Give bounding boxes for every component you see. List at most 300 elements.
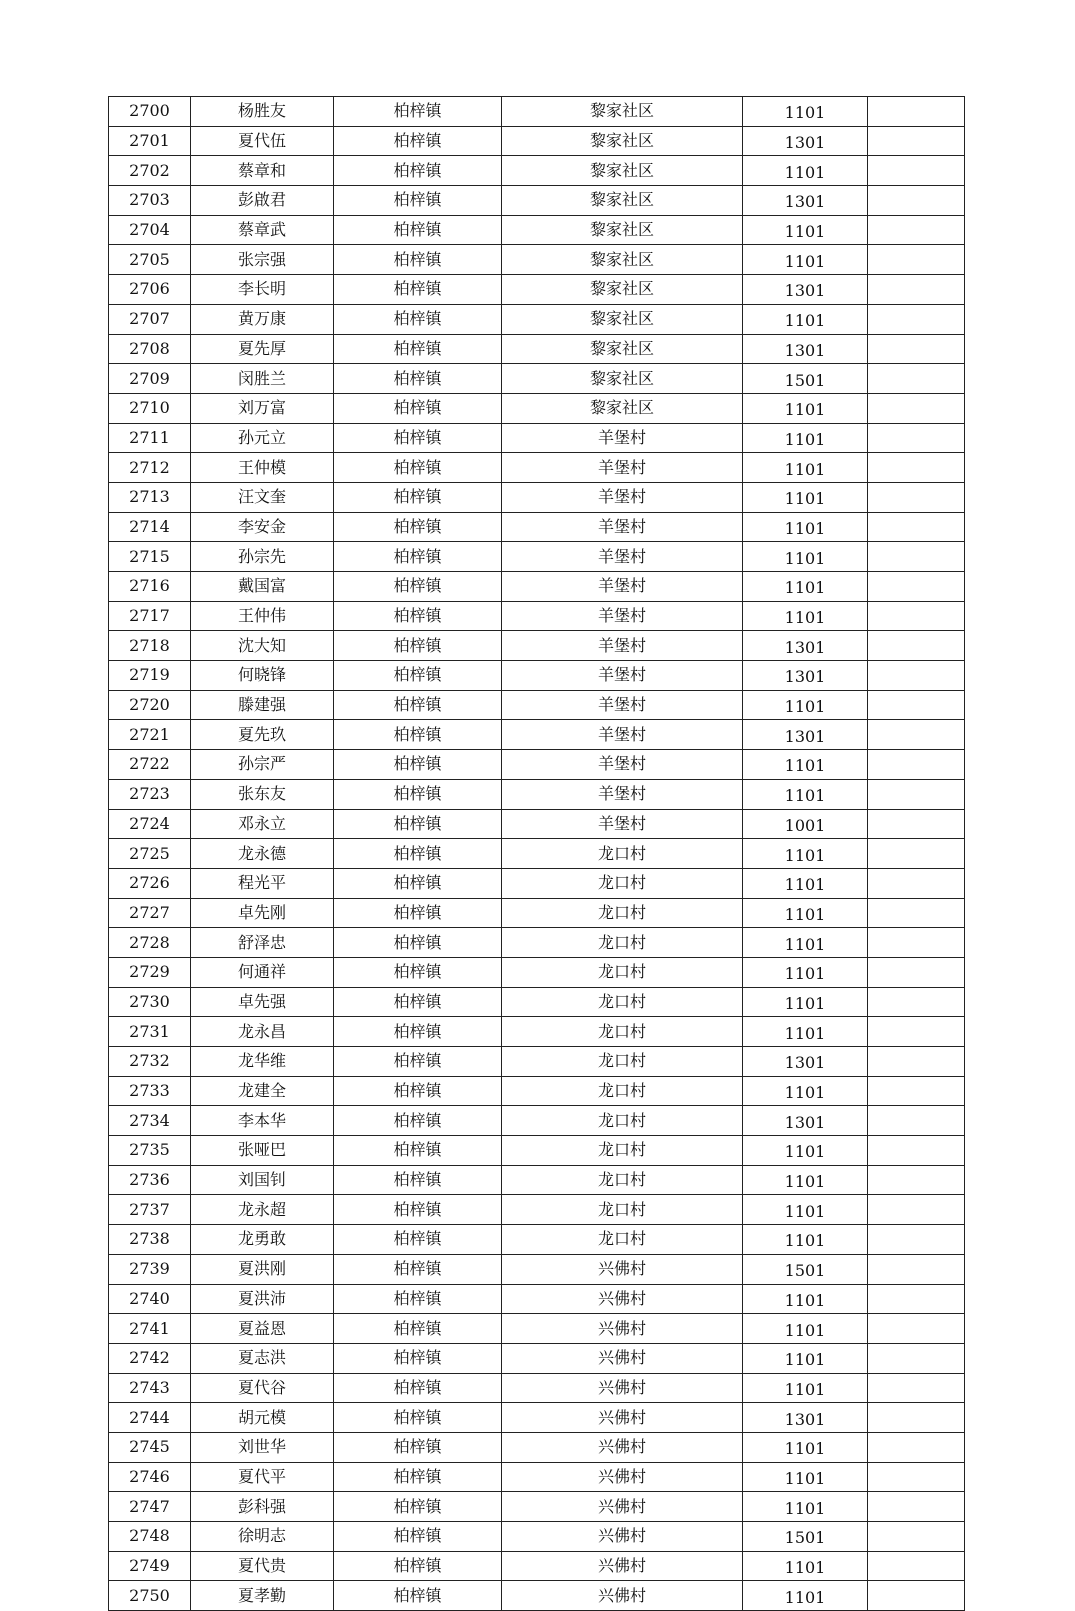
code-cell: 1101 — [743, 156, 868, 186]
serial-number-cell: 2731 — [109, 1017, 191, 1047]
village-cell: 羊堡村 — [502, 779, 743, 809]
code-cell: 1101 — [743, 1551, 868, 1581]
code-cell: 1501 — [743, 364, 868, 394]
town-cell: 柏梓镇 — [334, 1254, 502, 1284]
serial-number-cell: 2721 — [109, 720, 191, 750]
town-cell: 柏梓镇 — [334, 1462, 502, 1492]
note-cell — [868, 393, 965, 423]
note-cell — [868, 97, 965, 127]
note-cell — [868, 1581, 965, 1611]
table-row — [109, 275, 965, 305]
table-row — [109, 809, 965, 839]
table-row — [109, 1551, 965, 1581]
table-row — [109, 572, 965, 602]
village-cell: 羊堡村 — [502, 750, 743, 780]
name-cell: 戴国富 — [191, 572, 334, 602]
serial-number-cell: 2745 — [109, 1432, 191, 1462]
serial-number-cell: 2708 — [109, 334, 191, 364]
serial-number-cell: 2711 — [109, 423, 191, 453]
town-cell: 柏梓镇 — [334, 1017, 502, 1047]
village-cell: 龙口村 — [502, 987, 743, 1017]
name-cell: 龙永超 — [191, 1195, 334, 1225]
serial-number-cell: 2707 — [109, 304, 191, 334]
village-cell: 龙口村 — [502, 1017, 743, 1047]
name-cell: 龙建全 — [191, 1076, 334, 1106]
name-cell: 张哑巴 — [191, 1136, 334, 1166]
village-cell: 兴佛村 — [502, 1581, 743, 1611]
name-cell: 蔡章武 — [191, 215, 334, 245]
table-row — [109, 1076, 965, 1106]
village-cell: 羊堡村 — [502, 720, 743, 750]
town-cell: 柏梓镇 — [334, 631, 502, 661]
village-cell: 兴佛村 — [502, 1462, 743, 1492]
town-cell: 柏梓镇 — [334, 661, 502, 691]
village-cell: 羊堡村 — [502, 512, 743, 542]
town-cell: 柏梓镇 — [334, 1492, 502, 1522]
name-cell: 龙永昌 — [191, 1017, 334, 1047]
code-cell: 1301 — [743, 275, 868, 305]
serial-number-cell: 2717 — [109, 601, 191, 631]
code-cell: 1101 — [743, 1373, 868, 1403]
village-cell: 兴佛村 — [502, 1373, 743, 1403]
town-cell: 柏梓镇 — [334, 423, 502, 453]
serial-number-cell: 2735 — [109, 1136, 191, 1166]
village-cell: 黎家社区 — [502, 126, 743, 156]
village-cell: 龙口村 — [502, 839, 743, 869]
village-cell: 龙口村 — [502, 1225, 743, 1255]
note-cell — [868, 186, 965, 216]
town-cell: 柏梓镇 — [334, 393, 502, 423]
town-cell: 柏梓镇 — [334, 868, 502, 898]
village-cell: 兴佛村 — [502, 1492, 743, 1522]
name-cell: 汪文奎 — [191, 482, 334, 512]
serial-number-cell: 2713 — [109, 482, 191, 512]
village-cell: 龙口村 — [502, 1165, 743, 1195]
village-cell: 龙口村 — [502, 1136, 743, 1166]
town-cell: 柏梓镇 — [334, 245, 502, 275]
code-cell: 1101 — [743, 601, 868, 631]
table-row — [109, 1462, 965, 1492]
name-cell: 张东友 — [191, 779, 334, 809]
code-cell: 1101 — [743, 1284, 868, 1314]
code-cell: 1101 — [743, 97, 868, 127]
code-cell: 1101 — [743, 1076, 868, 1106]
name-cell: 夏代平 — [191, 1462, 334, 1492]
table-row — [109, 1047, 965, 1077]
note-cell — [868, 750, 965, 780]
table-row — [109, 1373, 965, 1403]
code-cell: 1301 — [743, 661, 868, 691]
town-cell: 柏梓镇 — [334, 482, 502, 512]
serial-number-cell: 2744 — [109, 1403, 191, 1433]
name-cell: 夏孝勤 — [191, 1581, 334, 1611]
note-cell — [868, 1165, 965, 1195]
village-cell: 羊堡村 — [502, 423, 743, 453]
town-cell: 柏梓镇 — [334, 1076, 502, 1106]
village-cell: 龙口村 — [502, 1106, 743, 1136]
town-cell: 柏梓镇 — [334, 156, 502, 186]
note-cell — [868, 690, 965, 720]
serial-number-cell: 2746 — [109, 1462, 191, 1492]
code-cell: 1301 — [743, 126, 868, 156]
table-row — [109, 661, 965, 691]
serial-number-cell: 2742 — [109, 1343, 191, 1373]
note-cell — [868, 512, 965, 542]
village-cell: 黎家社区 — [502, 334, 743, 364]
name-cell: 彭啟君 — [191, 186, 334, 216]
serial-number-cell: 2739 — [109, 1254, 191, 1284]
serial-number-cell: 2734 — [109, 1106, 191, 1136]
table-row — [109, 1017, 965, 1047]
serial-number-cell: 2741 — [109, 1314, 191, 1344]
village-cell: 兴佛村 — [502, 1343, 743, 1373]
code-cell: 1101 — [743, 1314, 868, 1344]
serial-number-cell: 2743 — [109, 1373, 191, 1403]
serial-number-cell: 2702 — [109, 156, 191, 186]
note-cell — [868, 987, 965, 1017]
code-cell: 1001 — [743, 809, 868, 839]
name-cell: 夏先厚 — [191, 334, 334, 364]
serial-number-cell: 2750 — [109, 1581, 191, 1611]
name-cell: 刘国钊 — [191, 1165, 334, 1195]
note-cell — [868, 809, 965, 839]
name-cell: 夏志洪 — [191, 1343, 334, 1373]
note-cell — [868, 720, 965, 750]
name-cell: 黄万康 — [191, 304, 334, 334]
serial-number-cell: 2747 — [109, 1492, 191, 1522]
table-row — [109, 364, 965, 394]
code-cell: 1101 — [743, 690, 868, 720]
name-cell: 龙华维 — [191, 1047, 334, 1077]
town-cell: 柏梓镇 — [334, 215, 502, 245]
name-cell: 李本华 — [191, 1106, 334, 1136]
note-cell — [868, 1551, 965, 1581]
code-cell: 1501 — [743, 1522, 868, 1552]
town-cell: 柏梓镇 — [334, 275, 502, 305]
table-row — [109, 1106, 965, 1136]
name-cell: 夏先玖 — [191, 720, 334, 750]
serial-number-cell: 2710 — [109, 393, 191, 423]
serial-number-cell: 2736 — [109, 1165, 191, 1195]
name-cell: 刘万富 — [191, 393, 334, 423]
town-cell: 柏梓镇 — [334, 839, 502, 869]
serial-number-cell: 2726 — [109, 868, 191, 898]
code-cell: 1101 — [743, 304, 868, 334]
serial-number-cell: 2729 — [109, 957, 191, 987]
town-cell: 柏梓镇 — [334, 957, 502, 987]
note-cell — [868, 1492, 965, 1522]
village-cell: 羊堡村 — [502, 572, 743, 602]
note-cell — [868, 1403, 965, 1433]
table-body — [109, 97, 965, 1611]
town-cell: 柏梓镇 — [334, 720, 502, 750]
code-cell: 1301 — [743, 1047, 868, 1077]
village-cell: 龙口村 — [502, 928, 743, 958]
table-row — [109, 750, 965, 780]
note-cell — [868, 601, 965, 631]
village-cell: 兴佛村 — [502, 1254, 743, 1284]
note-cell — [868, 1136, 965, 1166]
village-cell: 兴佛村 — [502, 1284, 743, 1314]
village-cell: 龙口村 — [502, 957, 743, 987]
town-cell: 柏梓镇 — [334, 928, 502, 958]
town-cell: 柏梓镇 — [334, 572, 502, 602]
note-cell — [868, 898, 965, 928]
name-cell: 王仲伟 — [191, 601, 334, 631]
serial-number-cell: 2749 — [109, 1551, 191, 1581]
code-cell: 1101 — [743, 1136, 868, 1166]
table-row — [109, 690, 965, 720]
serial-number-cell: 2720 — [109, 690, 191, 720]
name-cell: 孙元立 — [191, 423, 334, 453]
table-row — [109, 957, 965, 987]
serial-number-cell: 2723 — [109, 779, 191, 809]
town-cell: 柏梓镇 — [334, 364, 502, 394]
village-cell: 羊堡村 — [502, 601, 743, 631]
serial-number-cell: 2716 — [109, 572, 191, 602]
name-cell: 邓永立 — [191, 809, 334, 839]
table-row — [109, 1343, 965, 1373]
note-cell — [868, 482, 965, 512]
town-cell: 柏梓镇 — [334, 601, 502, 631]
note-cell — [868, 275, 965, 305]
code-cell: 1101 — [743, 987, 868, 1017]
village-cell: 兴佛村 — [502, 1403, 743, 1433]
village-cell: 黎家社区 — [502, 245, 743, 275]
serial-number-cell: 2740 — [109, 1284, 191, 1314]
village-cell: 黎家社区 — [502, 393, 743, 423]
code-cell: 1101 — [743, 928, 868, 958]
table-row — [109, 898, 965, 928]
code-cell: 1301 — [743, 631, 868, 661]
table-row — [109, 1195, 965, 1225]
table-row — [109, 1254, 965, 1284]
note-cell — [868, 334, 965, 364]
table-row — [109, 839, 965, 869]
code-cell: 1101 — [743, 512, 868, 542]
serial-number-cell: 2733 — [109, 1076, 191, 1106]
note-cell — [868, 957, 965, 987]
table-row — [109, 334, 965, 364]
note-cell — [868, 156, 965, 186]
code-cell: 1101 — [743, 1492, 868, 1522]
town-cell: 柏梓镇 — [334, 304, 502, 334]
note-cell — [868, 1195, 965, 1225]
table-row — [109, 720, 965, 750]
town-cell: 柏梓镇 — [334, 1581, 502, 1611]
note-cell — [868, 868, 965, 898]
code-cell: 1301 — [743, 186, 868, 216]
town-cell: 柏梓镇 — [334, 1195, 502, 1225]
note-cell — [868, 779, 965, 809]
note-cell — [868, 1462, 965, 1492]
code-cell: 1101 — [743, 453, 868, 483]
town-cell: 柏梓镇 — [334, 809, 502, 839]
village-cell: 龙口村 — [502, 868, 743, 898]
table-row — [109, 779, 965, 809]
code-cell: 1101 — [743, 1165, 868, 1195]
table-row — [109, 97, 965, 127]
name-cell: 胡元模 — [191, 1403, 334, 1433]
note-cell — [868, 1343, 965, 1373]
serial-number-cell: 2732 — [109, 1047, 191, 1077]
table-row — [109, 453, 965, 483]
village-cell: 黎家社区 — [502, 186, 743, 216]
table-row — [109, 186, 965, 216]
town-cell: 柏梓镇 — [334, 1136, 502, 1166]
town-cell: 柏梓镇 — [334, 779, 502, 809]
name-cell: 李安金 — [191, 512, 334, 542]
note-cell — [868, 215, 965, 245]
table-row — [109, 1314, 965, 1344]
town-cell: 柏梓镇 — [334, 1047, 502, 1077]
table-row — [109, 868, 965, 898]
village-cell: 羊堡村 — [502, 661, 743, 691]
serial-number-cell: 2706 — [109, 275, 191, 305]
village-cell: 黎家社区 — [502, 215, 743, 245]
note-cell — [868, 1106, 965, 1136]
name-cell: 舒泽忠 — [191, 928, 334, 958]
town-cell: 柏梓镇 — [334, 1343, 502, 1373]
serial-number-cell: 2709 — [109, 364, 191, 394]
code-cell: 1101 — [743, 1195, 868, 1225]
note-cell — [868, 423, 965, 453]
town-cell: 柏梓镇 — [334, 1373, 502, 1403]
town-cell: 柏梓镇 — [334, 1106, 502, 1136]
village-cell: 龙口村 — [502, 1047, 743, 1077]
code-cell: 1301 — [743, 1106, 868, 1136]
village-cell: 龙口村 — [502, 898, 743, 928]
code-cell: 1101 — [743, 245, 868, 275]
town-cell: 柏梓镇 — [334, 1432, 502, 1462]
name-cell: 夏洪沛 — [191, 1284, 334, 1314]
town-cell: 柏梓镇 — [334, 126, 502, 156]
village-cell: 羊堡村 — [502, 809, 743, 839]
code-cell: 1101 — [743, 542, 868, 572]
note-cell — [868, 572, 965, 602]
note-cell — [868, 1225, 965, 1255]
name-cell: 卓先刚 — [191, 898, 334, 928]
note-cell — [868, 1373, 965, 1403]
town-cell: 柏梓镇 — [334, 1284, 502, 1314]
serial-number-cell: 2728 — [109, 928, 191, 958]
table-row — [109, 1522, 965, 1552]
code-cell: 1101 — [743, 868, 868, 898]
code-cell: 1301 — [743, 1403, 868, 1433]
serial-number-cell: 2700 — [109, 97, 191, 127]
note-cell — [868, 1254, 965, 1284]
note-cell — [868, 126, 965, 156]
serial-number-cell: 2718 — [109, 631, 191, 661]
village-cell: 兴佛村 — [502, 1432, 743, 1462]
name-cell: 夏代谷 — [191, 1373, 334, 1403]
name-cell: 沈大知 — [191, 631, 334, 661]
village-cell: 兴佛村 — [502, 1522, 743, 1552]
note-cell — [868, 453, 965, 483]
serial-number-cell: 2725 — [109, 839, 191, 869]
code-cell: 1101 — [743, 482, 868, 512]
name-cell: 滕建强 — [191, 690, 334, 720]
village-cell: 羊堡村 — [502, 690, 743, 720]
village-cell: 黎家社区 — [502, 304, 743, 334]
name-cell: 卓先强 — [191, 987, 334, 1017]
serial-number-cell: 2727 — [109, 898, 191, 928]
note-cell — [868, 631, 965, 661]
note-cell — [868, 542, 965, 572]
village-cell: 兴佛村 — [502, 1314, 743, 1344]
serial-number-cell: 2737 — [109, 1195, 191, 1225]
note-cell — [868, 1314, 965, 1344]
data-table — [108, 96, 965, 1611]
table-row — [109, 126, 965, 156]
code-cell: 1101 — [743, 423, 868, 453]
note-cell — [868, 1522, 965, 1552]
town-cell: 柏梓镇 — [334, 1551, 502, 1581]
table-row — [109, 156, 965, 186]
name-cell: 何通祥 — [191, 957, 334, 987]
town-cell: 柏梓镇 — [334, 186, 502, 216]
town-cell: 柏梓镇 — [334, 750, 502, 780]
serial-number-cell: 2724 — [109, 809, 191, 839]
town-cell: 柏梓镇 — [334, 453, 502, 483]
table-row — [109, 631, 965, 661]
table-row — [109, 601, 965, 631]
code-cell: 1101 — [743, 393, 868, 423]
serial-number-cell: 2730 — [109, 987, 191, 1017]
serial-number-cell: 2722 — [109, 750, 191, 780]
serial-number-cell: 2704 — [109, 215, 191, 245]
name-cell: 徐明志 — [191, 1522, 334, 1552]
village-cell: 黎家社区 — [502, 156, 743, 186]
town-cell: 柏梓镇 — [334, 1403, 502, 1433]
table-row — [109, 245, 965, 275]
table-row — [109, 1403, 965, 1433]
table-row — [109, 1225, 965, 1255]
town-cell: 柏梓镇 — [334, 512, 502, 542]
note-cell — [868, 928, 965, 958]
serial-number-cell: 2714 — [109, 512, 191, 542]
code-cell: 1101 — [743, 779, 868, 809]
name-cell: 龙永德 — [191, 839, 334, 869]
table-row — [109, 1165, 965, 1195]
town-cell: 柏梓镇 — [334, 97, 502, 127]
note-cell — [868, 661, 965, 691]
name-cell: 刘世华 — [191, 1432, 334, 1462]
code-cell: 1101 — [743, 750, 868, 780]
serial-number-cell: 2748 — [109, 1522, 191, 1552]
table-row — [109, 215, 965, 245]
table-row — [109, 542, 965, 572]
name-cell: 蔡章和 — [191, 156, 334, 186]
name-cell: 程光平 — [191, 868, 334, 898]
serial-number-cell: 2703 — [109, 186, 191, 216]
town-cell: 柏梓镇 — [334, 1522, 502, 1552]
village-cell: 龙口村 — [502, 1076, 743, 1106]
note-cell — [868, 1017, 965, 1047]
name-cell: 龙勇敢 — [191, 1225, 334, 1255]
note-cell — [868, 1047, 965, 1077]
code-cell: 1101 — [743, 1225, 868, 1255]
note-cell — [868, 364, 965, 394]
table-row — [109, 423, 965, 453]
village-cell: 龙口村 — [502, 1195, 743, 1225]
town-cell: 柏梓镇 — [334, 542, 502, 572]
code-cell: 1101 — [743, 1343, 868, 1373]
name-cell: 孙宗严 — [191, 750, 334, 780]
village-cell: 羊堡村 — [502, 453, 743, 483]
table-row — [109, 1581, 965, 1611]
name-cell: 张宗强 — [191, 245, 334, 275]
